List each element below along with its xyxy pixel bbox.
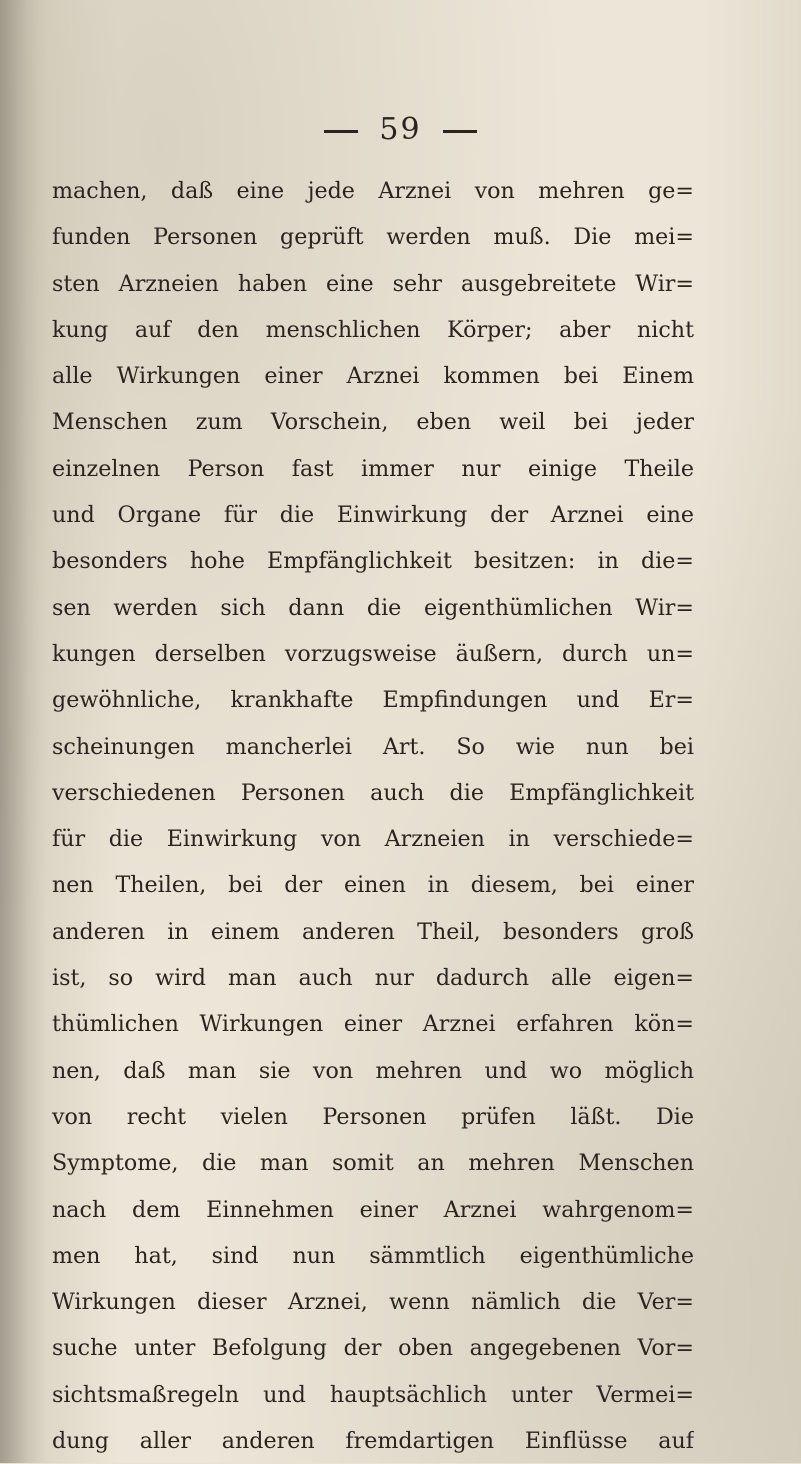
text-line: dung aller anderen fremdartigen Einflüsse auf (52, 1428, 694, 1455)
text-line: verschiedenen Personen auch die Empfänglichkeit (52, 779, 694, 806)
text-line: sten Arzneien haben eine sehr ausgebreitete Wir= (52, 270, 694, 297)
text-line: machen, daß eine jede Arznei von mehren ge= (52, 178, 694, 204)
text-line: anderen in einem anderen Theil, besonders groß (52, 918, 694, 945)
text-line: thümlichen Wirkungen einer Arznei erfahren kön= (52, 1011, 694, 1038)
text-line: suche unter Befolgung der oben angegebenen Vor= (52, 1335, 694, 1362)
text-line: und Organe für die Einwirkung der Arznei eine (52, 502, 694, 529)
header-dash-left (324, 130, 358, 133)
text-line: besonders hohe Empfänglichkeit besitzen: in die= (52, 548, 694, 575)
text-line: nen Theilen, bei der einen in diesem, bei einer (52, 872, 694, 899)
text-line: gewöhnliche, krankhafte Empfindungen und Er= (52, 687, 694, 714)
text-line: kungen derselben vorzugsweise äußern, durch un= (52, 640, 694, 667)
page-number: 59 (379, 112, 422, 147)
text-line: Menschen zum Vorschein, eben weil bei jeder (52, 409, 694, 436)
page-header (0, 112, 801, 147)
text-line: ist, so wird man auch nur dadurch alle eigen= (52, 965, 694, 992)
text-line: sichtsmaßregeln und hauptsächlich unter Vermei= (52, 1381, 694, 1408)
text-line: von recht vielen Personen prüfen läßt. Die (52, 1103, 694, 1130)
text-line: einzelnen Person fast immer nur einige Theile (52, 455, 694, 482)
body-text (52, 168, 694, 1464)
text-line: men hat, sind nun sämmtlich eigenthümliche (52, 1242, 694, 1269)
page-edge-shadow (0, 0, 48, 1463)
text-line: kung auf den menschlichen Körper; aber nicht (52, 316, 694, 343)
text-line: für die Einwirkung von Arzneien in verschiede= (52, 826, 694, 853)
text-line: nach dem Einnehmen einer Arznei wahrgenom= (52, 1196, 694, 1223)
text-line: alle Wirkungen einer Arznei kommen bei Einem (52, 363, 694, 390)
text-line: scheinungen mancherlei Art. So wie nun bei (52, 733, 694, 760)
text-line: sen werden sich dann die eigenthümlichen Wir= (52, 594, 694, 621)
text-line: nen, daß man sie von mehren und wo möglich (52, 1057, 694, 1084)
text-line: Symptome, die man somit an mehren Menschen (52, 1150, 694, 1177)
header-dash-right (443, 130, 477, 133)
text-line: funden Personen geprüft werden muß. Die mei= (52, 224, 694, 251)
text-line: Wirkungen dieser Arznei, wenn nämlich die Ver= (52, 1289, 694, 1316)
